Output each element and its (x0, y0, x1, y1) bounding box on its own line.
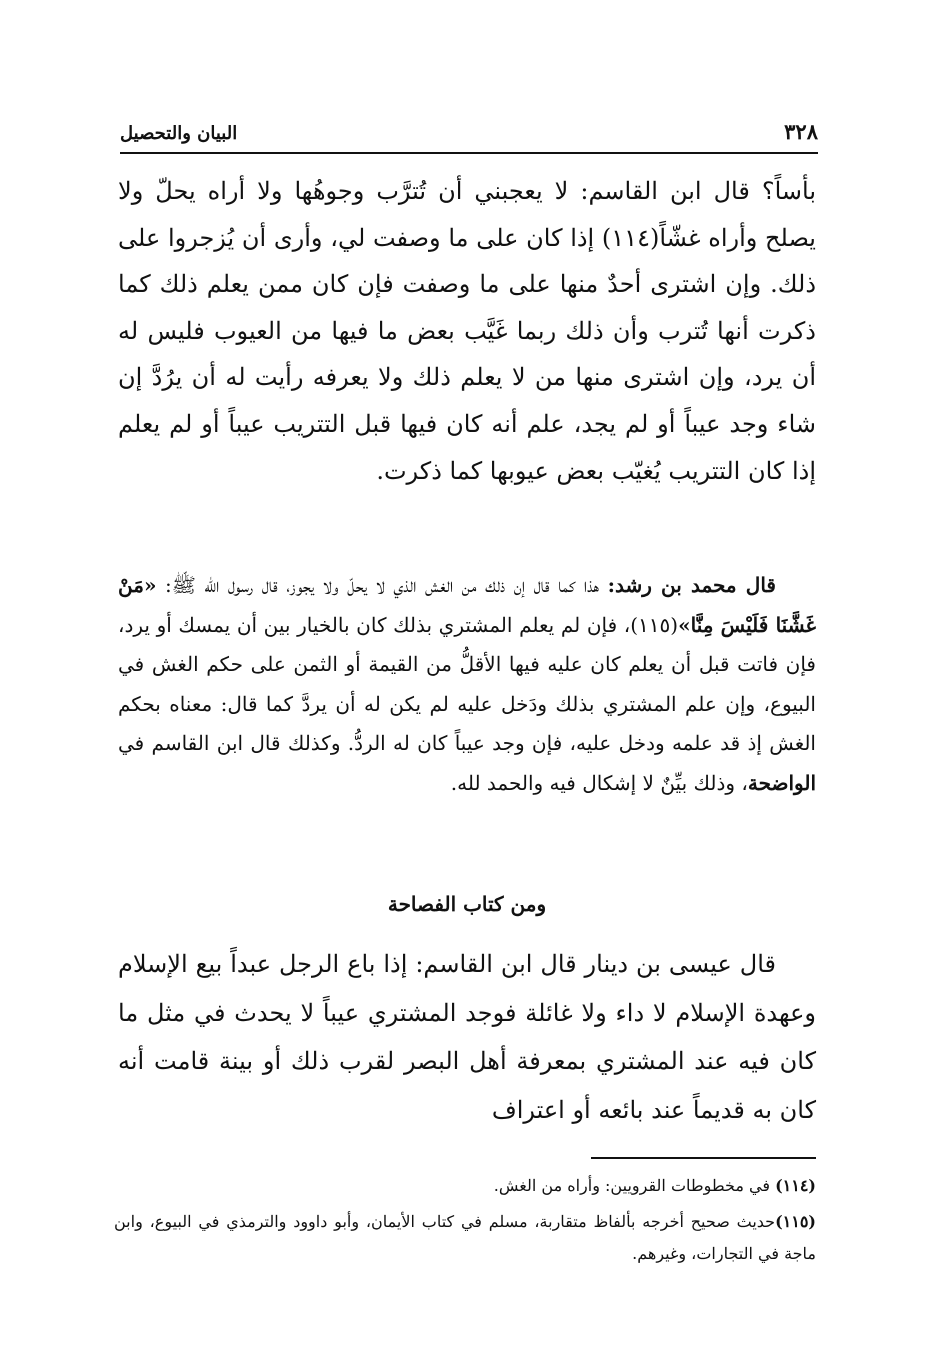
running-head (120, 112, 818, 144)
commentary-text-part3: ، وذلك بيِّنٌ لا إشكال فيه والحمد لله. (450, 770, 748, 795)
section-heading: ومن كتاب الفصاحة (387, 892, 547, 916)
footnote-number: (١١٤) (775, 1176, 816, 1195)
running-title: البيان والتحصيل (120, 123, 238, 144)
commentary-text-part2: (١١٥)، فإن لم يعلم المشتري بذلك كان بالخيار بين أن يمسك أو يرد، فإن فاتت قبل أن يعلم كان عليه فيها الأقلُّ من القيمة أو الثمن على حكم الغش في البيوع، وإن علم المشتري بذلك ودَخل عليه لم يكن له أن يردَّ كما قال: معناه بحكم الغش إذ قد علمه ودخل عليه، فإن وجد عيباً كان له الردُّ. وكذلك قال ابن القاسم في (118, 612, 816, 755)
footnote-rule (591, 1157, 816, 1159)
page-number: ٣٢٨ (784, 119, 818, 144)
footnote-text: حديث صحيح أخرجه بألفاظ متقاربة، مسلم في كتاب الأيمان، وأبو داوود والترمذي في البيوع، وابن ماجة في التجارات، وغيرهم. (114, 1212, 816, 1263)
hadith-quote: «مَنْ غَشَّنَا فَلَيْسَ مِنَّا» (118, 573, 817, 637)
book-reference: الواضحة (747, 770, 816, 795)
footnotes (114, 1170, 816, 1274)
footnote-115 (114, 1206, 816, 1270)
section-paragraph: قال عيسى بن دينار قال ابن القاسم: إذا باع الرجل عبداً بيع الإسلام وعهدة الإسلام لا داء ولا غائلة فوجد المشتري عيباً لا يحدث في مثل ما كان فيه عند المشتري بمعرفة أهل البصر لقرب ذلك أو بينة قامت أنه كان به قديماً عند بائعه أو اعتراف (118, 950, 816, 1124)
commentary-paragraph (118, 566, 816, 803)
footnote-114 (114, 1170, 816, 1202)
commentary-text-part1: هذا كما قال إن ذلك من الغش الذي لا يحلّ ولا يجوز، قال رسول الله ﷺ: (156, 573, 608, 597)
footnote-text: في مخطوطات القرويين: وأراه من الغش. (493, 1176, 776, 1195)
footnote-number: (١١٥) (775, 1212, 816, 1231)
main-paragraph: بأساً؟ قال ابن القاسم: لا يعجبني أن تُترَّب وجوهُها ولا أراه يحلّ ولا يصلح وأراه غشّاً(١١٤) إذا كان على ما وصفت لي، وأرى أن يُزجروا على ذلك. وإن اشترى أحدٌ منها على ما وصفت فإن كان ممن يعلم ذلك كما ذكرت أنها تُترب وأن ذلك ربما غَيَّب بعض ما فيها من العيوب فليس له أن يرد، وإن اشترى منها من لا يعلم ذلك ولا يعرفه رأيت له أن يرُدَّ إن شاء وجد عيباً أو لم يجد، علم أنه كان فيها قبل التتريب عيباً أو لم يعلم إذا كان التتريب يُغيّب بعض عيوبها كما ذكرت. (118, 177, 816, 485)
header-rule (120, 152, 818, 154)
commentary-speaker: قال محمد بن رشد: (607, 573, 776, 597)
